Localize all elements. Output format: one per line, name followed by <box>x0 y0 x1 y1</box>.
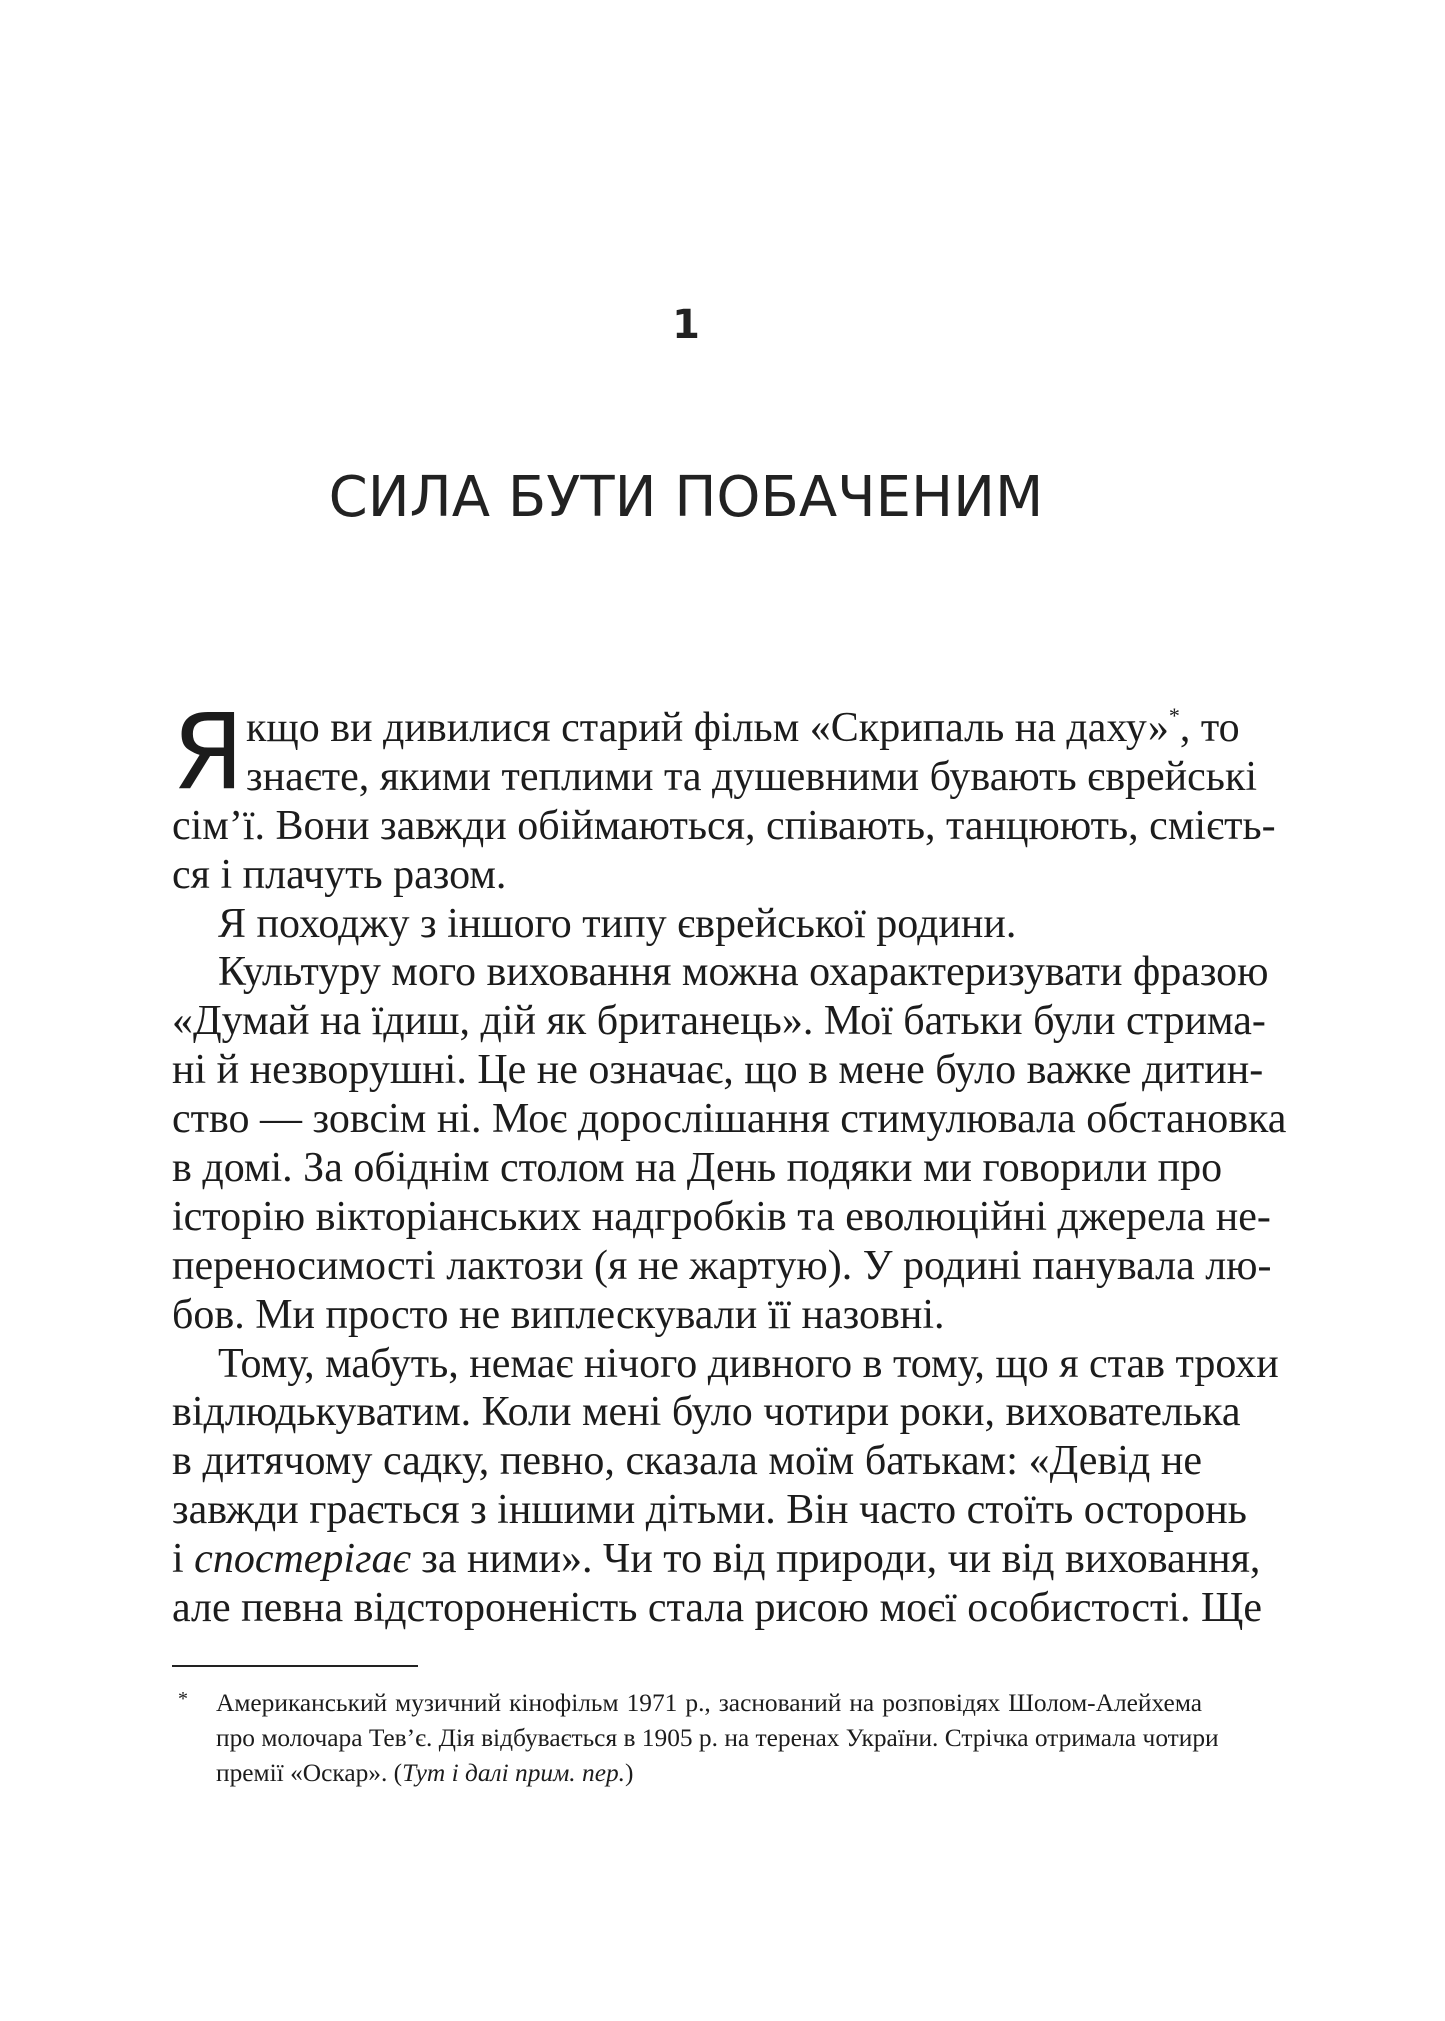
text-line: але певна відстороненість стала рисою моєї особистості. Ще <box>172 1585 1262 1632</box>
text-line: завжди грається з іншими дітьми. Він часто стоїть осторонь <box>172 1487 1247 1534</box>
paragraph-1 <box>172 691 1276 900</box>
footnote-line: премії «Оскар». (Тут і далі прим. пер.) <box>216 1759 634 1787</box>
footnote-reference: * <box>1168 703 1180 728</box>
footnote-line: про молочара Тев’є. Дія відбувається в 1905 р. на теренах України. Стрічка отримала чотири <box>216 1724 1219 1752</box>
footnote-text <box>172 1686 1219 1791</box>
paragraph-4 <box>172 1340 1279 1633</box>
footnote <box>172 1686 1219 1791</box>
footnote-emphasis: Тут і далі прим. пер. <box>402 1759 626 1787</box>
paragraph-3 <box>172 948 1287 1339</box>
drop-cap: Я <box>172 691 245 813</box>
text-line: відлюдькуватим. Коли мені було чотири роки, вихователька <box>172 1389 1241 1436</box>
text-line: знаєте, якими теплими та душевними бувають єврейські <box>246 753 1258 800</box>
paragraph-2 <box>172 900 1202 949</box>
text-line: Тому, мабуть, немає нічого дивного в тому, що я став трохи <box>218 1340 1279 1387</box>
text-line: переносимості лактози (я не жартую). У родині панувала лю- <box>172 1242 1272 1289</box>
text-line: «Думай на їдиш, дій як британець». Мої батьки були стрима- <box>172 998 1266 1045</box>
text-line: ні й незворушні. Це не означає, що в мене було важке дитин- <box>172 1047 1264 1094</box>
text-line: Культуру мого виховання можна охарактеризувати фразою <box>218 949 1269 996</box>
text-line: сім’ї. Вони завжди обіймаються, співають, танцюють, смієть- <box>172 802 1276 849</box>
text-line: бов. Ми просто не виплескували її назовні. <box>172 1291 945 1338</box>
footnote-marker: * <box>178 1688 188 1710</box>
text-line: в дитячому садку, певно, сказала моїм батькам: «Девід не <box>172 1438 1202 1485</box>
footnote-divider <box>172 1665 418 1667</box>
emphasis: спостерігає <box>194 1536 411 1583</box>
text-line: і спостерігає за ними». Чи то від природи, чи від виховання, <box>172 1536 1261 1583</box>
footnote-line: Американський музичний кінофільм 1971 р., заснований на розповідях Шолом-Алейхема <box>216 1689 1202 1717</box>
body-text <box>172 691 1287 1633</box>
text-line: ство — зовсім ні. Моє дорослішання стимулювала обстановка <box>172 1096 1287 1143</box>
text-line: історію вікторіанських надгробків та еволюційні джерела не- <box>172 1193 1271 1240</box>
text-line: в домі. За обіднім столом на День подяки ми говорили про <box>172 1145 1223 1192</box>
chapter-number: 1 <box>672 302 700 348</box>
text-line: кщо ви дивилися старий фільм «Скрипаль на даху»*, то <box>246 703 1240 751</box>
chapter-title: СИЛА БУТИ ПОБАЧЕНИМ <box>328 465 1044 530</box>
text-line: Я походжу з іншого типу єврейської родини. <box>218 900 1017 947</box>
text-line: ся і плачуть разом. <box>172 851 507 898</box>
